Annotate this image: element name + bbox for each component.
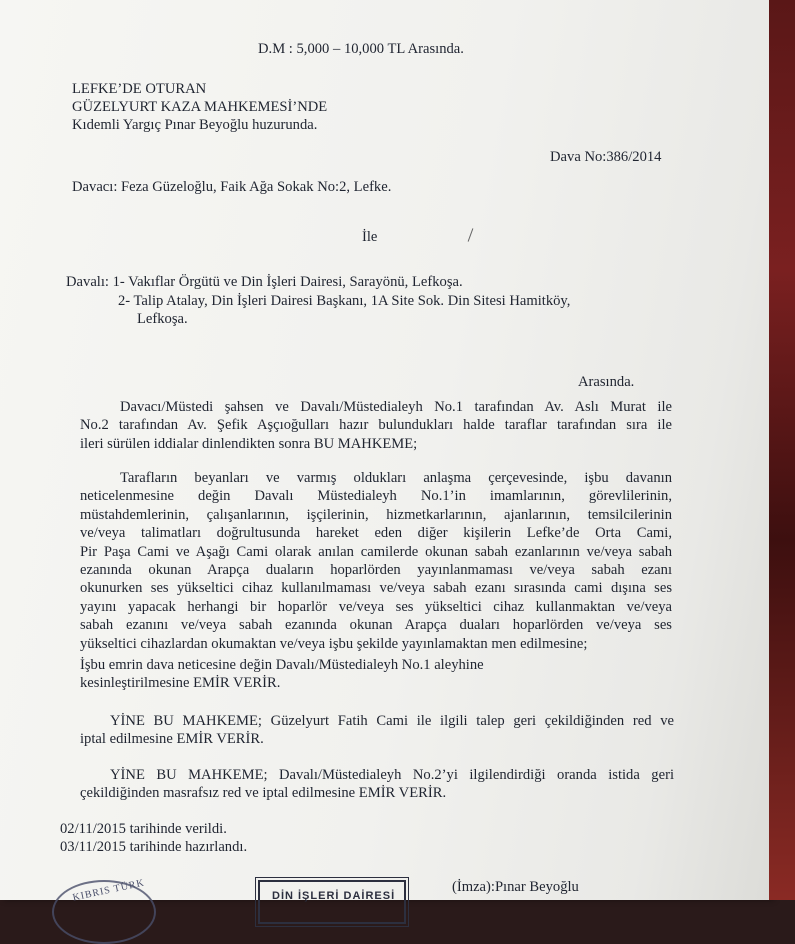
- paragraph-3-line-2: kesinleştirilmesine EMİR VERİR.: [80, 675, 281, 691]
- judge-line: Kıdemli Yargıç Pınar Beyoğlu huzurunda.: [72, 117, 318, 133]
- text-line: Tarafların beyanları ve varmış oldukları anlaşma çerçevesinde, işbu davanın: [120, 470, 672, 486]
- date-prepared: 03/11/2015 tarihinde hazırlandı.: [60, 839, 248, 855]
- text-line: neticelenmesine değin Davalı Müstedialeyh No.1’in imamlarının, görevlilerinin,: [80, 488, 672, 505]
- text-line: ve/veya talimatları doğrultusunda hareket eden diğer kişilerin Lefke’de Orta Cami,: [80, 525, 672, 542]
- ile-label: İle: [362, 229, 378, 245]
- office-stamp-text: DİN İŞLERİ DAİRESİ: [272, 890, 396, 902]
- text-line: ileri sürülen iddialar dinlendikten sonra BU MAHKEME;: [80, 435, 418, 452]
- text-line: YİNE BU MAHKEME; Güzelyurt Fatih Cami ile ilgili talep geri çekildiğinden red ve: [110, 713, 674, 729]
- office-stamp: [258, 880, 406, 924]
- text-line: Davacı/Müstedi şahsen ve Davalı/Müstedialeyh No.1 tarafından Av. Aslı Murat ile: [120, 399, 672, 415]
- arasinda-label: Arasında.: [578, 374, 635, 390]
- damages-range: D.M : 5,000 – 10,000 TL Arasında.: [258, 41, 464, 57]
- paragraph-1: [80, 398, 672, 453]
- background-edge: [769, 0, 795, 900]
- paragraph-2: [80, 469, 672, 653]
- text-line: okunurken ses yükseltici cihaz kullanılmaması ve/veya sabah ezanı sırasında cami dışına ses: [80, 580, 672, 597]
- text-line: iptal edilmesine EMİR VERİR.: [80, 731, 264, 748]
- text-line: Pir Paşa Cami ve Aşağı Cami olarak anılan camilerde okunan sabah ezanlarının ve/veya sabah: [80, 543, 672, 560]
- defendant-2-city: Lefkoşa.: [137, 311, 188, 327]
- case-number: Dava No:386/2014: [550, 149, 662, 165]
- plaintiff-line: Davacı: Feza Güzeloğlu, Faik Ağa Sokak No:2, Lefke.: [72, 179, 392, 195]
- court-line-1: LEFKE’DE OTURAN: [72, 81, 207, 97]
- text-line: ezanında okunan Arapça duaların hoparlörden yayınlanmaması ve/veya sabah ezanı: [80, 562, 672, 579]
- text-line: yükseltici cihazlardan okumaktan ve/veya işbu şekilde yayınlamaktan men edilmesine;: [80, 635, 588, 652]
- court-line-2: GÜZELYURT KAZA MAHKEMESİ’NDE: [72, 99, 328, 115]
- round-stamp-text: KIBRIS TÜRK: [71, 877, 146, 904]
- text-line: No.2 tarafından Av. Şefik Aşçıoğulları hazır bulundukları halde taraflar tarafından sıra ile: [80, 417, 672, 434]
- paragraph-5: [80, 766, 674, 803]
- text-line: çekildiğinden masrafsız red ve iptal edilmesine EMİR VERİR.: [80, 785, 447, 802]
- text-line: yayını yapacak herhangi bir hoparlör ve/veya ses yükseltici cihaz kullanmaktan ve/veya: [80, 598, 672, 615]
- signature-line: (İmza):Pınar Beyoğlu: [452, 879, 579, 895]
- text-line: müstahdemlerinin, çalışanlarının, işçilerinin, hizmetkarlarının, ajanlarının, temsilcilerinin: [80, 506, 672, 523]
- paragraph-4: [80, 712, 674, 749]
- date-given: 02/11/2015 tarihinde verildi.: [60, 821, 227, 837]
- text-line: YİNE BU MAHKEME; Davalı/Müstedialeyh No.2’yi ilgilendirdiği oranda istida geri: [110, 767, 674, 783]
- defendant-2: 2- Talip Atalay, Din İşleri Dairesi Başkanı, 1A Site Sok. Din Sitesi Hamitköy,: [118, 293, 571, 309]
- text-line: sabah ezanını ve/veya sabah ezanında okunan Arapça duaları hoparlörden ve/veya ses: [80, 617, 672, 634]
- defendant-1: Davalı: 1- Vakıflar Örgütü ve Din İşleri Dairesi, Sarayönü, Lefkoşa.: [66, 274, 463, 290]
- paragraph-3-line-1: İşbu emrin dava neticesine değin Davalı/Müstedialeyh No.1 aleyhine: [80, 657, 484, 673]
